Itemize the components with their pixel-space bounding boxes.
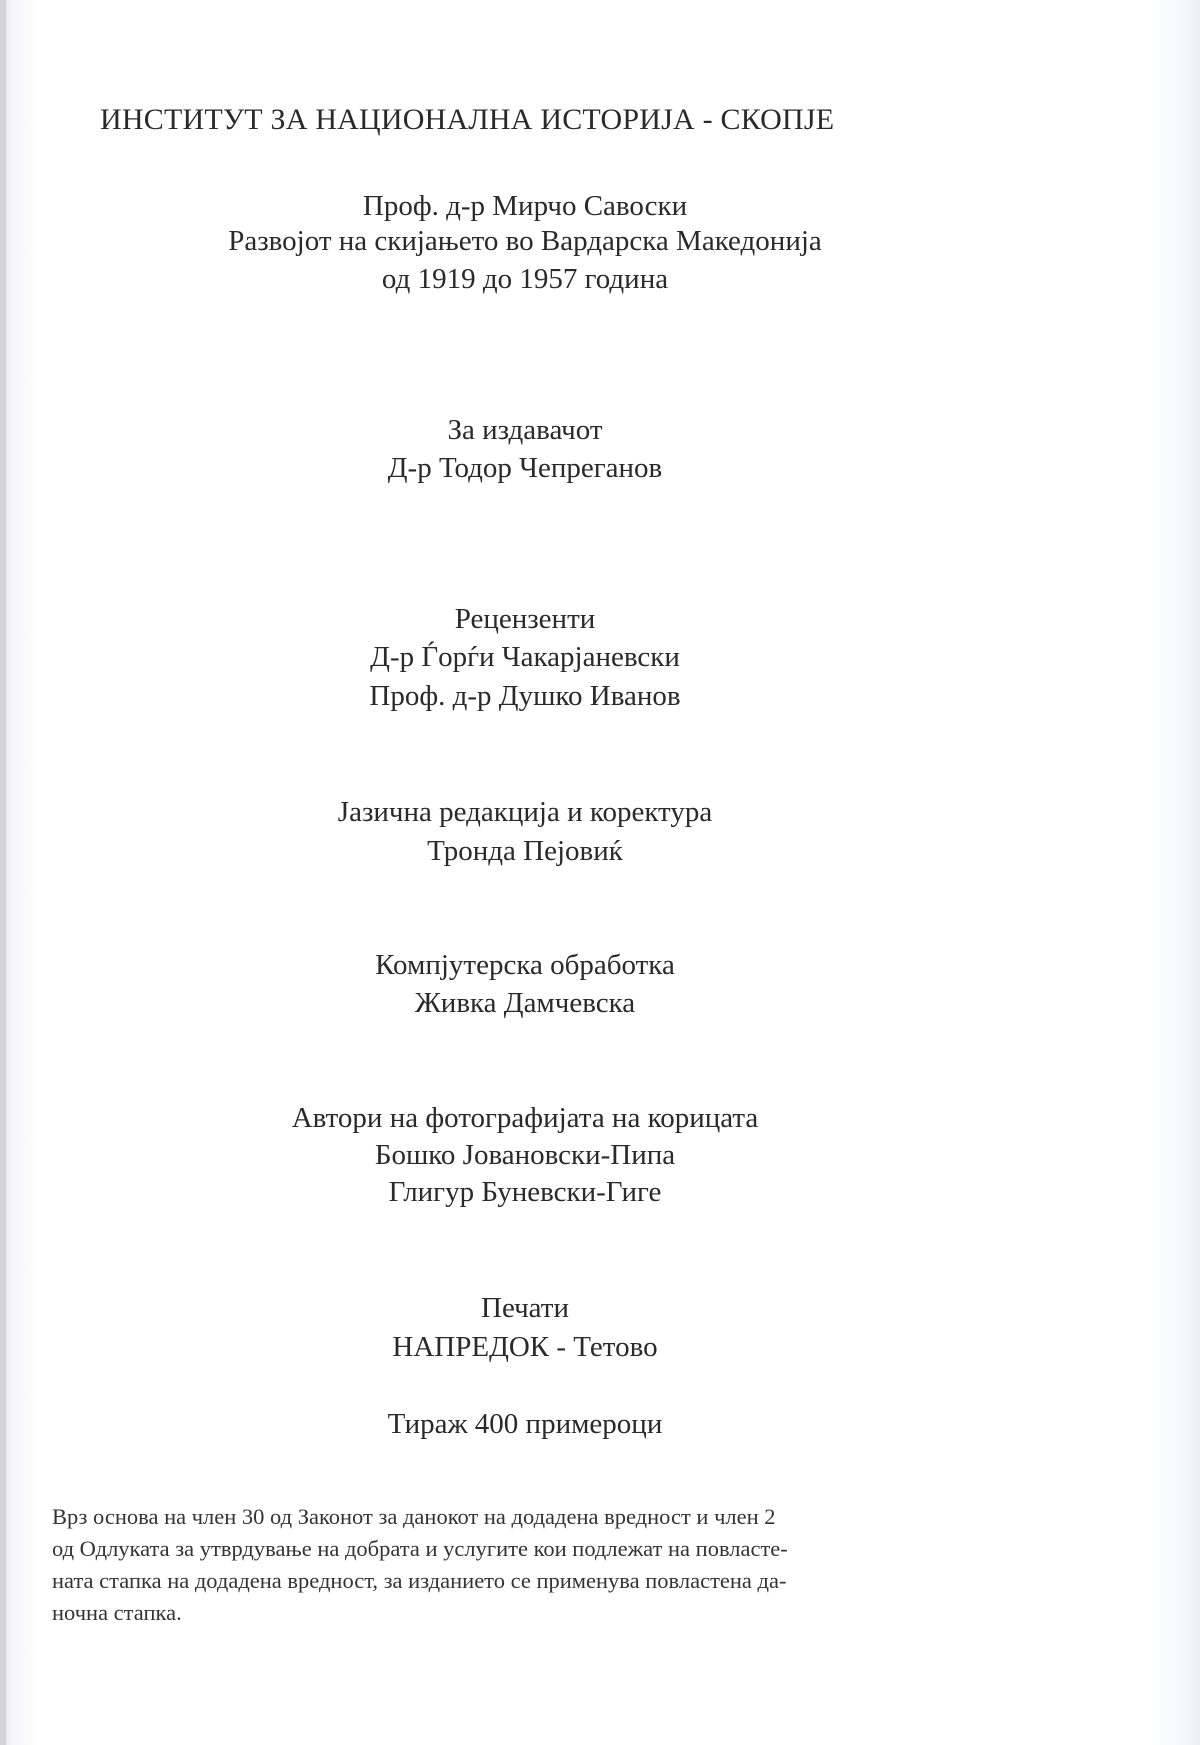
circulation: Тираж 400 примероци	[387, 1408, 663, 1440]
vat-footnote	[52, 1501, 1012, 1629]
footnote-line: Врз основа на член 30 од Законот за данокот на додадена вредност и член 2	[52, 1504, 776, 1529]
cover-photographer-name: Бошко Јовановски-Пипа	[374, 1139, 676, 1171]
printing-name: НАПРЕДОК - Тетово	[392, 1331, 658, 1363]
printing-label: Печати	[481, 1292, 569, 1324]
reviewer-name: Проф. д-р Душко Иванов	[369, 680, 681, 712]
publisher-name: Д-р Тодор Чепреганов	[387, 452, 663, 484]
cover-photographer-name: Глигур Буневски-Гиге	[388, 1176, 662, 1208]
institute-heading: ИНСТИТУТ ЗА НАЦИОНАЛНА ИСТОРИЈА - СКОПЈЕ	[100, 103, 835, 136]
book-title-line-1: Развојот на скијањето во Вардарска Македонија	[228, 225, 822, 257]
reviewers-label: Рецензенти	[454, 603, 596, 635]
footnote-line: од Одлуката за утврдување на добрата и услугите кои подлежат на повласте-	[52, 1536, 788, 1561]
footnote-line: ната стапка на додадена вредност, за изданието се применува повластена да-	[52, 1568, 787, 1593]
proofreading-name: Тронда Пејовиќ	[427, 835, 623, 867]
footnote-line: ночна стапка.	[52, 1600, 182, 1625]
publisher-label: За издавачот	[447, 414, 603, 446]
cover-photos-label: Автори на фотографијата на корицата	[291, 1102, 759, 1134]
book-title-line-2: од 1919 до 1957 година	[381, 263, 669, 295]
computer-processing-name: Живка Дамчевска	[414, 987, 636, 1019]
computer-processing-label: Компјутерска обработка	[375, 949, 675, 981]
proofreading-label: Јазична редакција и коректура	[337, 796, 713, 828]
reviewer-name: Д-р Ѓорѓи Чакарјаневски	[370, 641, 680, 673]
author: Проф. д-р Мирчо Савоски	[362, 190, 688, 222]
